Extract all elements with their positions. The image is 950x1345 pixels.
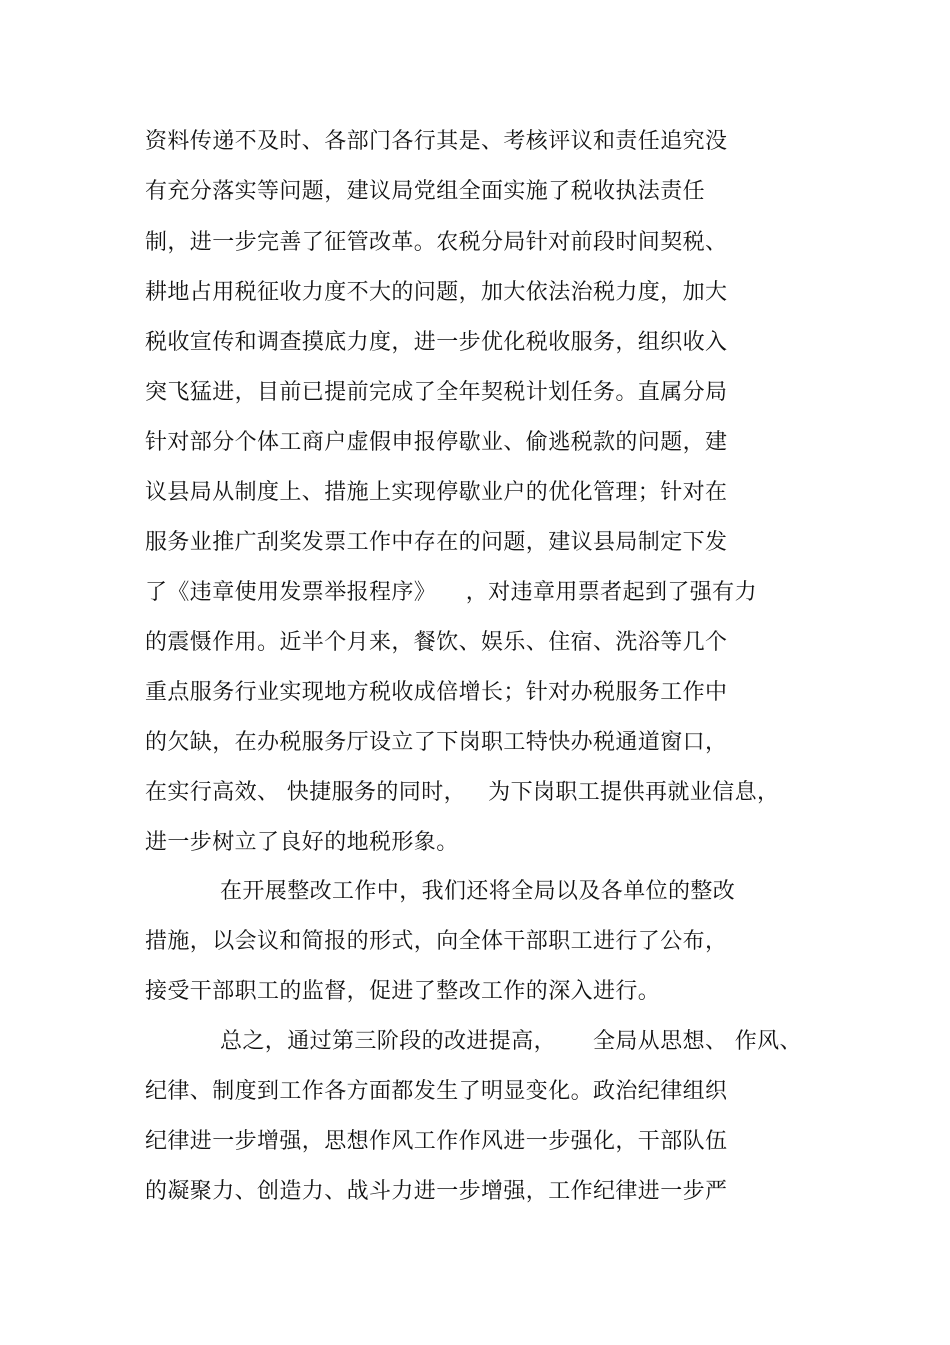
text-line-3: 制，进一步完善了征管改革。农税分局针对前段时间契税、 [145,230,728,255]
text-line-18: 接受干部职工的监督，促进了整改工作的深入进行。 [145,979,661,1004]
text-line-20: 纪律、制度到工作各方面都发生了明显变化。政治纪律组织 [145,1079,728,1104]
text-line-10: 了《违章使用发票举报程序》 ，对违章用票者起到了强有力 [145,580,757,605]
text-line-1: 资料传递不及时、各部门各行其是、考核评议和责任追究没 [145,129,728,154]
text-line-21: 纪律进一步增强，思想作风工作作风进一步强化，干部队伍 [145,1129,728,1154]
text-line-9: 服务业推广刮奖发票工作中存在的问题，建议县局制定下发 [145,530,728,555]
text-line-4: 耕地占用税征收力度不大的问题，加大依法治税力度，加大 [145,280,728,305]
text-line-12: 重点服务行业实现地方税收成倍增长；针对办税服务工作中 [145,680,728,705]
text-line-7: 针对部分个体工商户虚假申报停歇业、偷逃税款的问题，建 [145,430,728,455]
text-line-15: 进一步树立了良好的地税形象。 [145,830,459,855]
text-line-8: 议县局从制度上、措施上实现停歇业户的优化管理；针对在 [145,480,728,505]
paragraph-start-line: 在开展整改工作中，我们还将全局以及各单位的整改 [220,879,736,904]
text-line-13: 的欠缺，在办税服务厅设立了下岗职工特快办税通道窗口， [145,730,728,755]
text-line-11: 的震慑作用。近半个月来，餐饮、娱乐、住宿、洗浴等几个 [145,630,728,655]
text-line-14: 在实行高效、 快捷服务的同时， 为下岗职工提供再就业信息， [145,780,780,805]
text-line-2: 有充分落实等问题，建议局党组全面实施了税收执法责任 [145,179,706,204]
text-line-22: 的凝聚力、创造力、战斗力进一步增强，工作纪律进一步严 [145,1179,728,1204]
paragraph-start-line: 总之，通过第三阶段的改进提高， 全局从思想、 作风、 [220,1029,802,1054]
text-line-5: 税收宣传和调查摸底力度，进一步优化税收服务，组织收入 [145,330,728,355]
text-line-17: 措施，以会议和简报的形式，向全体干部职工进行了公布， [145,929,728,954]
text-line-6: 突飞猛进，目前已提前完成了全年契税计划任务。直属分局 [145,380,728,405]
